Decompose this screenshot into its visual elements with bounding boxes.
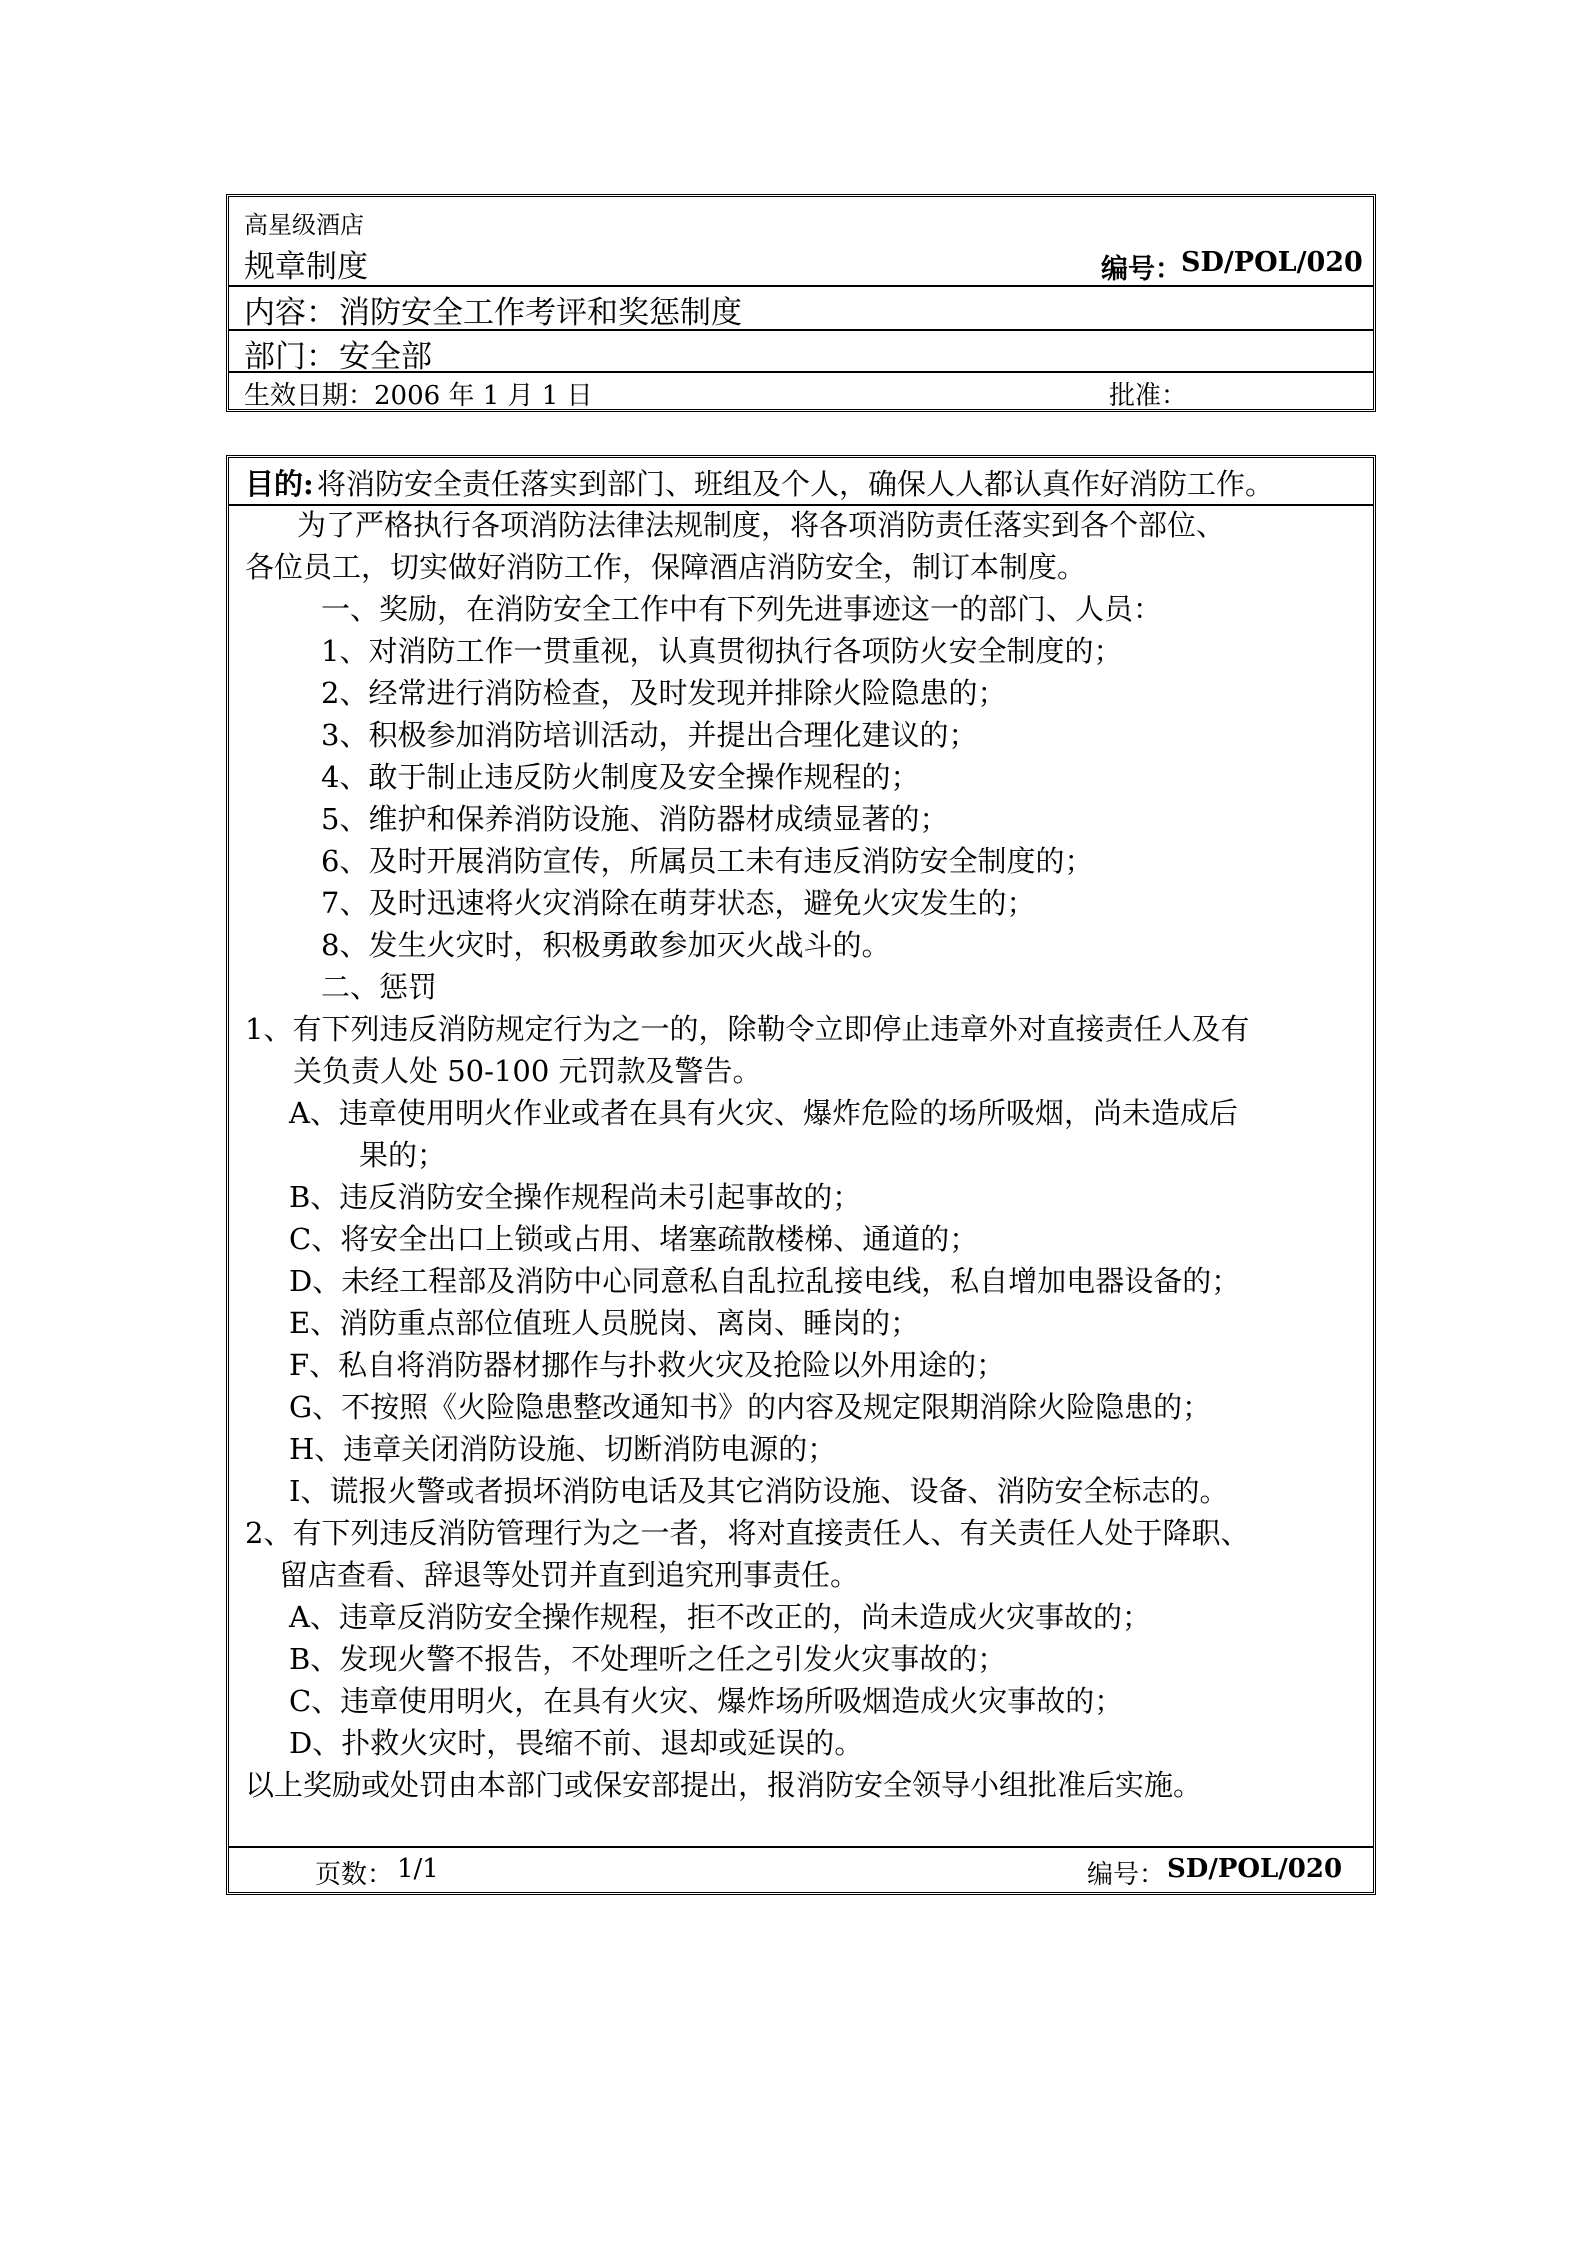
effective-date: 生效日期：2006 年 1 月 1 日: [244, 381, 593, 411]
policy-line: 一、奖励，在消防安全工作中有下列先进事迹这一的部门、人员：: [321, 592, 1163, 626]
page-count-label: 页数：: [315, 1860, 394, 1890]
content-value: 消防安全工作考评和奖惩制度: [339, 295, 742, 331]
purpose-label: 目的:: [245, 467, 314, 501]
policy-line: D、未经工程部及消防中心同意私自乱拉乱接电线，私自增加电器设备的；: [289, 1264, 1241, 1298]
policy-line: C、违章使用明火，在具有火灾、爆炸场所吸烟造成火灾事故的；: [289, 1684, 1124, 1718]
effective-row: [229, 371, 1373, 411]
department-value: 安全部: [339, 339, 432, 375]
content-row: [229, 285, 1373, 331]
footer-doc-number: SD/POL/020: [1167, 1854, 1343, 1884]
doc-type: 规章制度: [244, 249, 368, 285]
policy-line: G、不按照《火险隐患整改通知书》的内容及规定限期消除火险隐患的；: [289, 1390, 1212, 1424]
policy-line: 5、维护和保养消防设施、消防器材成绩显著的；: [321, 802, 949, 836]
policy-line: A、违章使用明火作业或者在具有火灾、爆炸危险的场所吸烟，尚未造成后: [289, 1096, 1238, 1130]
policy-line: 2、经常进行消防检查，及时发现并排除火险隐患的；: [321, 676, 1007, 710]
policy-line: C、将安全出口上锁或占用、堵塞疏散楼梯、通道的；: [289, 1222, 979, 1256]
policy-line: B、违反消防安全操作规程尚未引起事故的；: [289, 1180, 862, 1214]
policy-line: 果的；: [359, 1138, 447, 1172]
policy-line: 以上奖励或处罚由本部门或保安部提出，报消防安全领导小组批准后实施。: [245, 1768, 1203, 1802]
policy-line: H、违章关闭消防设施、切断消防电源的；: [289, 1432, 837, 1466]
policy-line: 为了严格执行各项消防法律法规制度，将各项消防责任落实到各个部位、: [297, 508, 1226, 542]
policy-line: 7、及时迅速将火灾消除在萌芽状态，避免火灾发生的；: [321, 886, 1036, 920]
page-count: 1/1: [397, 1854, 439, 1884]
policy-line: I、谎报火警或者损坏消防电话及其它消防设施、设备、消防安全标志的。: [289, 1474, 1229, 1508]
policy-line: 2、有下列违反消防管理行为之一者，将对直接责任人、有关责任人处于降职、: [245, 1516, 1250, 1550]
org-name: 高星级酒店: [244, 211, 364, 239]
doc-number-label: 编号：: [1101, 254, 1182, 285]
policy-line: 关负责人处 50-100 元罚款及警告。: [293, 1054, 762, 1088]
policy-line: 1、对消防工作一贯重视，认真贯彻执行各项防火安全制度的；: [321, 634, 1123, 668]
department-row: [229, 329, 1373, 373]
doc-number: SD/POL/020: [1181, 247, 1363, 278]
department-label: 部门：: [244, 339, 337, 375]
policy-line: 各位员工，切实做好消防工作，保障酒店消防安全，制订本制度。: [245, 550, 1087, 584]
policy-line: A、违章反消防安全操作规程，拒不改正的，尚未造成火灾事故的；: [289, 1600, 1151, 1634]
policy-line: 二、惩罚: [321, 970, 438, 1004]
header-box: [226, 194, 1376, 412]
policy-line: 留店查看、辞退等处罚并直到追究刑事责任。: [279, 1558, 860, 1592]
purpose-text: 将消防安全责任落实到部门、班组及个人，确保人人都认真作好消防工作。: [317, 467, 1275, 501]
content-label: 内容：: [244, 295, 337, 331]
footer-doc-number-label: 编号：: [1087, 1860, 1166, 1890]
approval-label: 批准：: [1109, 381, 1188, 411]
policy-line: D、扑救火灾时，畏缩不前、退却或延误的。: [289, 1726, 864, 1760]
purpose-row: [229, 458, 1373, 506]
policy-line: 3、积极参加消防培训活动，并提出合理化建议的；: [321, 718, 978, 752]
policy-line: E、消防重点部位值班人员脱岗、离岗、睡岗的；: [289, 1306, 920, 1340]
policy-line: 1、有下列违反消防规定行为之一的，除勒令立即停止违章外对直接责任人及有: [245, 1012, 1250, 1046]
policy-line: B、发现火警不报告，不处理听之任之引发火灾事故的；: [289, 1642, 1007, 1676]
header-title-row: [229, 197, 1373, 287]
policy-line: 8、发生火灾时，积极勇敢参加灭火战斗的。: [321, 928, 891, 962]
policy-line: F、私自将消防器材挪作与扑救火灾及抢险以外用途的；: [289, 1348, 1006, 1382]
policy-body-box: [226, 455, 1376, 1895]
footer-row: [229, 1846, 1373, 1892]
policy-line: 4、敢于制止违反防火制度及安全操作规程的；: [321, 760, 920, 794]
policy-line: 6、及时开展消防宣传，所属员工未有违反消防安全制度的；: [321, 844, 1094, 878]
